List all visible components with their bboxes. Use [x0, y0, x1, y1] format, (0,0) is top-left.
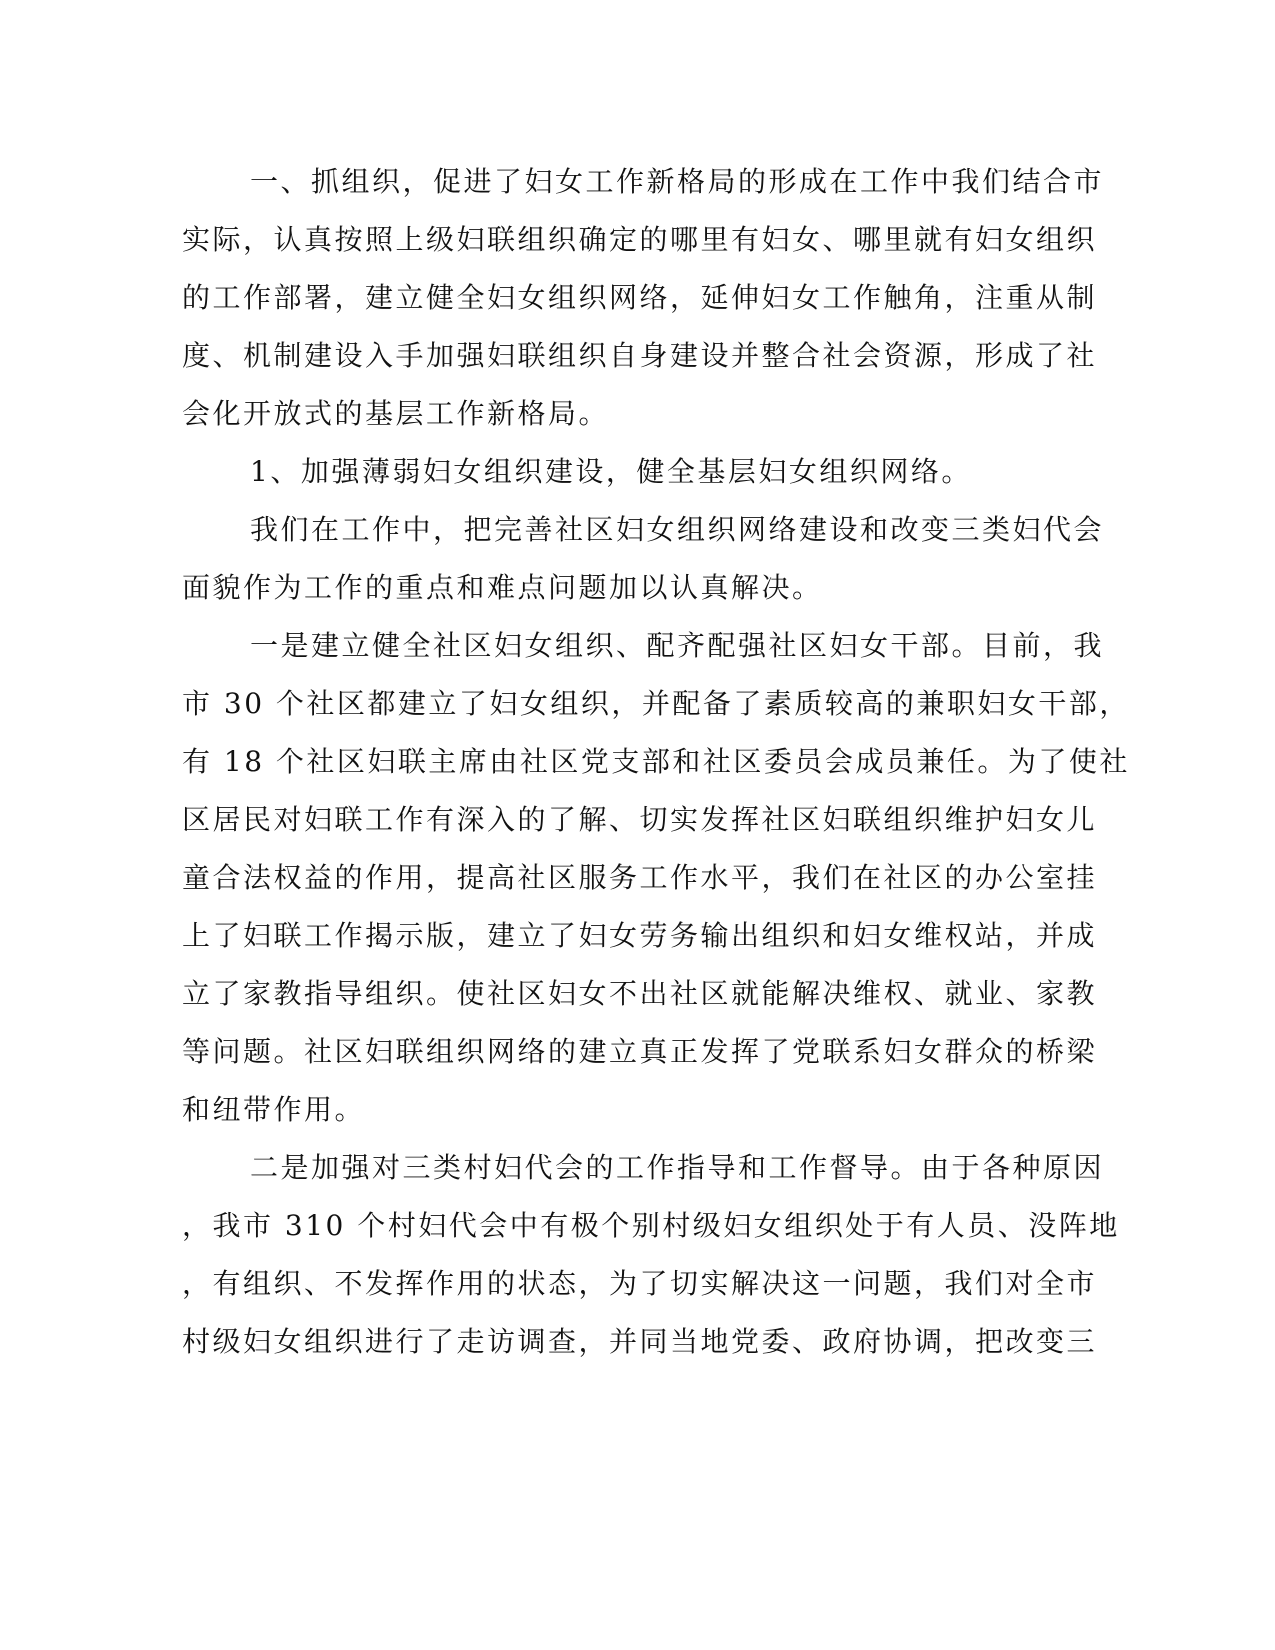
text-line: 市 30 个社区都建立了妇女组织，并配备了素质较高的兼职妇女干部， [182, 687, 1130, 720]
paragraph [182, 153, 1105, 443]
text-line: 面貌作为工作的重点和难点问题加以认真解决。 [182, 571, 823, 604]
text-line: 会化开放式的基层工作新格局。 [182, 397, 610, 430]
text-line: 的工作部署，建立健全妇女组织网络，延伸妇女工作触角，注重从制 [182, 281, 1098, 314]
text-line: 童合法权益的作用，提高社区服务工作水平，我们在社区的办公室挂 [182, 861, 1098, 894]
document-body [182, 153, 1130, 1371]
paragraph [182, 1139, 1120, 1371]
text-line: 有 18 个社区妇联主席由社区党支部和社区委员会成员兼任。为了使社 [182, 745, 1130, 778]
text-line: 区居民对妇联工作有深入的了解、切实发挥社区妇联组织维护妇女儿 [182, 803, 1098, 836]
text-line: 二是加强对三类村妇代会的工作指导和工作督导。由于各种原因 [250, 1151, 1105, 1184]
paragraph [182, 501, 1105, 617]
text-line: 度、机制建设入手加强妇联组织自身建设并整合社会资源，形成了社 [182, 339, 1098, 372]
text-line: 一是建立健全社区妇女组织、配齐配强社区妇女干部。目前，我 [250, 629, 1105, 662]
text-line: 和纽带作用。 [182, 1093, 366, 1126]
text-line: ，我市 310 个村妇代会中有极个别村级妇女组织处于有人员、没阵地 [182, 1209, 1120, 1242]
text-line: 等问题。社区妇联组织网络的建立真正发挥了党联系妇女群众的桥梁 [182, 1035, 1098, 1068]
text-line: ，有组织、不发挥作用的状态，为了切实解决这一问题，我们对全市 [182, 1267, 1098, 1300]
text-line: 立了家教指导组织。使社区妇女不出社区就能解决维权、就业、家教 [182, 977, 1098, 1010]
text-line: 我们在工作中，把完善社区妇女组织网络建设和改变三类妇代会 [250, 513, 1105, 546]
text-line: 上了妇联工作揭示版，建立了妇女劳务输出组织和妇女维权站，并成 [182, 919, 1098, 952]
text-line: 一、抓组织，促进了妇女工作新格局的形成在工作中我们结合市 [250, 165, 1105, 198]
paragraph [182, 617, 1130, 1139]
text-line: 实际，认真按照上级妇联组织确定的哪里有妇女、哪里就有妇女组织 [182, 223, 1098, 256]
paragraph [182, 443, 1034, 501]
section-heading: 1、加强薄弱妇女组织建设，健全基层妇女组织网络。 [250, 455, 972, 488]
text-line: 村级妇女组织进行了走访调查，并同当地党委、政府协调，把改变三 [182, 1325, 1098, 1358]
